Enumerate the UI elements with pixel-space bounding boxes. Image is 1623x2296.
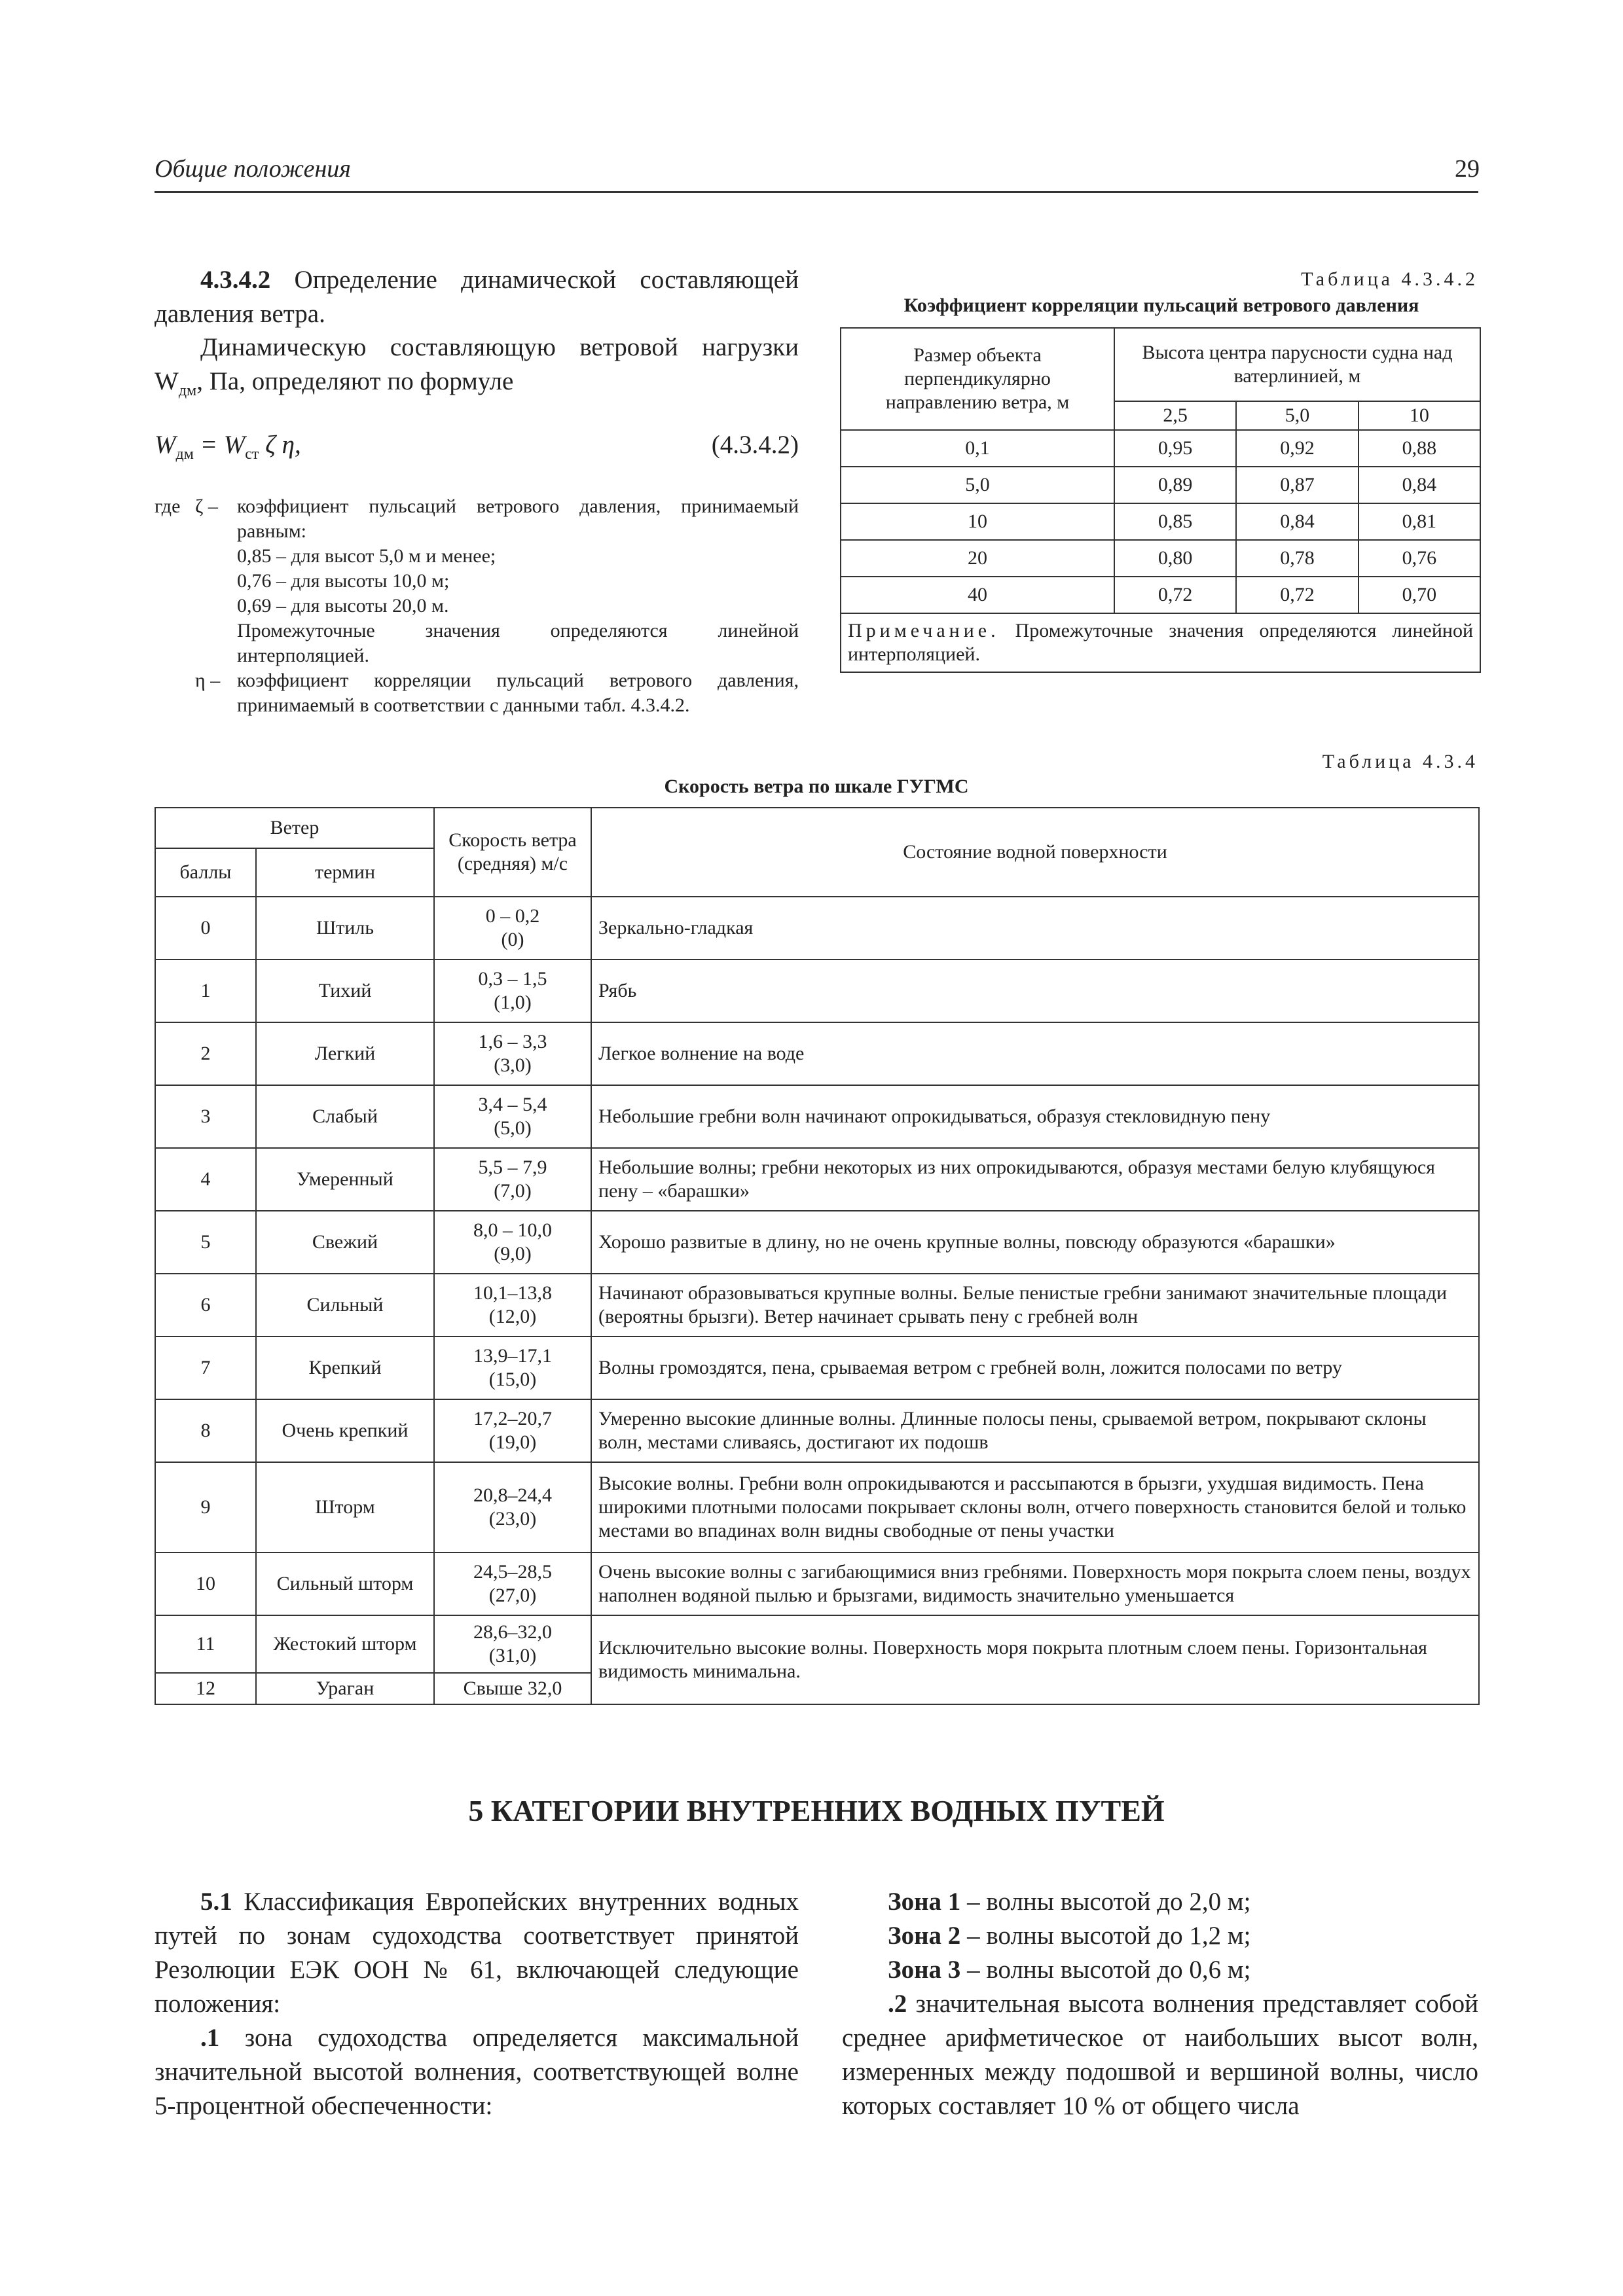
water-state-cell: Очень высокие волны с загибающимися вниз гребнями. Поверхность моря покрыта слоем пены, воздух наполнен водяной пылью и брызгами, видимость значительно уменьшается	[591, 1552, 1479, 1615]
formula-eq: = W	[193, 431, 246, 459]
table-cell: 0,88	[1359, 430, 1480, 467]
wind-speed-cell	[434, 897, 591, 960]
table-cell: 0,70	[1359, 577, 1480, 613]
paragraph-item-1	[155, 2021, 799, 2123]
wind-points-cell: 7	[155, 1336, 256, 1399]
table-row	[155, 960, 1479, 1022]
zone-line	[842, 1919, 1478, 1953]
table-header: 5,0	[1236, 401, 1358, 430]
wind-term-cell: Сильный	[256, 1274, 434, 1336]
table-header: Состояние водной поверхности	[591, 808, 1479, 897]
paragraph-number: .2	[888, 1990, 907, 2018]
water-state-cell: Хорошо развитые в длину, но не очень крупные волны, повсюду образуются «барашки»	[591, 1211, 1479, 1274]
speed-range: 8,0 – 10,0	[473, 1219, 552, 1241]
zone-label: Зона 1	[888, 1888, 961, 1916]
wind-term-cell: Штиль	[256, 897, 434, 960]
speed-average: (9,0)	[494, 1243, 532, 1265]
table-cell: 0,95	[1114, 430, 1236, 467]
zone-line	[842, 1953, 1478, 1987]
intro-text-end: , Па, определяют по формуле	[196, 367, 514, 395]
wind-term-cell: Крепкий	[256, 1336, 434, 1399]
table-cell: 10	[841, 503, 1114, 540]
table-cell: 0,84	[1236, 503, 1358, 540]
speed-range: 0 – 0,2	[485, 905, 540, 927]
table-header: Ветер	[155, 808, 434, 848]
eta-description: коэффициент корреляции пульсаций ветрового давления, принимаемый в соответствии с данными табл. 4.3.4.2.	[237, 670, 799, 716]
paragraph-number: .1	[200, 2024, 220, 2052]
wind-speed-cell	[434, 1211, 591, 1274]
speed-range: 28,6–32,0	[473, 1621, 552, 1643]
wind-speed-cell	[434, 1148, 591, 1211]
formula-lhs: W	[155, 431, 176, 459]
section-5-right-column	[842, 1885, 1478, 2123]
table-row	[155, 1085, 1479, 1148]
page-number: 29	[1455, 155, 1480, 183]
speed-average: (7,0)	[494, 1180, 532, 1202]
table-cell: 0,85	[1114, 503, 1236, 540]
speed-range: 0,3 – 1,5	[478, 968, 547, 990]
section-heading-paragraph	[155, 263, 799, 331]
table-434-title: Скорость ветра по шкале ГУГМС	[664, 776, 969, 797]
wind-points-cell: 5	[155, 1211, 256, 1274]
table-row	[841, 467, 1480, 503]
paragraph-5-1	[155, 1885, 799, 2021]
water-state-cell: Высокие волны. Гребни волн опрокидываются и рассыпаются в брызги, ухудшая видимость. Пена широкими плотными полосами покрывает склоны волн, отчего поверхность становится белой и только местами во впадинах волн видны свободные от пены участки	[591, 1462, 1479, 1552]
water-state-cell: Волны громоздятся, пена, срываемая ветром с гребней волн, ложится полосами по ветру	[591, 1336, 1479, 1399]
table-row	[841, 540, 1480, 577]
speed-range: 24,5–28,5	[473, 1561, 552, 1583]
paragraph-number: 5.1	[200, 1888, 232, 1916]
wind-term-cell: Очень крепкий	[256, 1399, 434, 1462]
wind-speed-cell	[434, 1552, 591, 1615]
formula-tail: ζ η,	[259, 431, 301, 459]
table-header: 10	[1359, 401, 1480, 430]
table-4342-label: Таблица 4.3.4.2	[1301, 268, 1478, 290]
zone-label: Зона 2	[888, 1922, 961, 1950]
table-row	[155, 1274, 1479, 1336]
running-header-title: Общие положения	[155, 155, 351, 183]
water-state-cell: Начинают образовываться крупные волны. Белые пенистые гребни занимают значительные площади (вероятны брызги). Ветер начинает срывать пену с гребней волн	[591, 1274, 1479, 1336]
zeta-definition	[155, 494, 799, 668]
speed-average: (0)	[501, 929, 524, 950]
table-cell: 0,81	[1359, 503, 1480, 540]
wind-term-cell: Жестокий шторм	[256, 1615, 434, 1673]
wind-term-cell: Шторм	[256, 1462, 434, 1552]
speed-range: 3,4 – 5,4	[478, 1094, 547, 1115]
table-note	[841, 613, 1480, 672]
speed-average: (12,0)	[488, 1306, 537, 1327]
table-cell: 0,80	[1114, 540, 1236, 577]
zeta-note: Промежуточные значения определяются линейной интерполяцией.	[237, 620, 799, 666]
intro-subscript: дм	[178, 382, 197, 399]
table-row	[155, 1211, 1479, 1274]
wind-speed-cell	[434, 1462, 591, 1552]
paragraph-text: Классификация Европейских внутренних водных путей по зонам судоходства соответствует принятой Резолюции ЕЭК ООН № 61, включающей следующие положения:	[155, 1888, 799, 2018]
intro-text: Динамическую составляющую ветровой нагрузки W	[155, 333, 799, 395]
wind-term-cell: Свежий	[256, 1211, 434, 1274]
formula-legend	[155, 494, 799, 718]
where-label: где	[155, 495, 181, 517]
wind-points-cell: 12	[155, 1673, 256, 1704]
zone-line	[842, 1885, 1478, 1919]
intro-paragraph	[155, 331, 799, 408]
zone-text: – волны высотой до 2,0 м;	[960, 1888, 1251, 1916]
wind-points-cell: 3	[155, 1085, 256, 1148]
wind-term-cell: Легкий	[256, 1022, 434, 1085]
section-number: 4.3.4.2	[200, 266, 271, 294]
formula-number: (4.3.4.2)	[711, 431, 799, 459]
water-state-cell: Небольшие волны; гребни некоторых из них опрокидываются, образуя местами белую клубящуюся пену – «барашки»	[591, 1148, 1479, 1211]
wind-points-cell: 11	[155, 1615, 256, 1673]
wind-points-cell: 1	[155, 960, 256, 1022]
wind-term-cell: Сильный шторм	[256, 1552, 434, 1615]
section-heading: Определение динамической составляющей давления ветра.	[155, 266, 799, 328]
formula-line	[155, 430, 799, 463]
zone-label: Зона 3	[888, 1956, 961, 1984]
wind-speed-cell	[434, 1022, 591, 1085]
table-cell: 0,72	[1114, 577, 1236, 613]
speed-average: (27,0)	[488, 1585, 537, 1606]
table-row	[841, 577, 1480, 613]
table-header: Размер объекта перпендикулярно направлению ветра, м	[841, 328, 1114, 430]
zeta-text	[237, 494, 799, 668]
table-cell: 0,92	[1236, 430, 1358, 467]
water-state-cell: Умеренно высокие длинные волны. Длинные полосы пены, срываемой ветром, покрывают склоны волн, местами сливаясь, достигают их подошв	[591, 1399, 1479, 1462]
speed-average: (19,0)	[488, 1431, 537, 1453]
eta-definition	[155, 668, 799, 718]
table-row	[155, 1552, 1479, 1615]
table-434	[155, 807, 1480, 1705]
table-cell: 0,84	[1359, 467, 1480, 503]
zone-text: – волны высотой до 0,6 м;	[960, 1956, 1251, 1984]
table-row	[155, 897, 1479, 960]
table-row	[155, 1148, 1479, 1211]
water-state-cell: Зеркально-гладкая	[591, 897, 1479, 960]
section-5-heading: 5 КАТЕГОРИИ ВНУТРЕННИХ ВОДНЫХ ПУТЕЙ	[468, 1794, 1165, 1827]
wind-speed-cell	[434, 1399, 591, 1462]
speed-average: (5,0)	[494, 1117, 532, 1139]
speed-range: 10,1–13,8	[473, 1282, 552, 1304]
eta-symbol: η –	[195, 670, 221, 691]
wind-points-cell: 2	[155, 1022, 256, 1085]
wind-speed-cell: Свыше 32,0	[434, 1673, 591, 1704]
table-header: 2,5	[1114, 401, 1236, 430]
table-header: термин	[256, 848, 434, 897]
speed-average: (3,0)	[494, 1054, 532, 1076]
wind-speed-cell	[434, 960, 591, 1022]
table-row	[155, 1022, 1479, 1085]
table-header: Скорость ветра (средняя) м/с	[434, 808, 591, 897]
wind-points-cell: 9	[155, 1462, 256, 1552]
wind-speed-cell	[434, 1615, 591, 1673]
wind-points-cell: 0	[155, 897, 256, 960]
table-cell: 0,87	[1236, 467, 1358, 503]
table-434-label: Таблица 4.3.4	[1322, 751, 1478, 772]
speed-range: 20,8–24,4	[473, 1484, 552, 1506]
paragraph-text: значительная высота волнения представляет собой среднее арифметическое от наибольших высот волн, измеренных между подошвой и вершиной волны, число которых составляет 10 % от общего числа	[842, 1990, 1478, 2120]
table-cell: 20	[841, 540, 1114, 577]
table-cell: 0,1	[841, 430, 1114, 467]
paragraph-item-2	[842, 1987, 1478, 2123]
speed-range: 5,5 – 7,9	[478, 1157, 547, 1178]
note-label: Примечание.	[848, 620, 1000, 641]
wind-term-cell: Слабый	[256, 1085, 434, 1148]
table-row	[841, 430, 1480, 467]
speed-average: (31,0)	[488, 1645, 537, 1666]
paragraph-text: зона судоходства определяется максимальной значительной высотой волнения, соответствующей волне 5-процентной обеспеченности:	[155, 2024, 799, 2120]
table-cell: 40	[841, 577, 1114, 613]
speed-average: (1,0)	[494, 992, 532, 1013]
wind-points-cell: 4	[155, 1148, 256, 1211]
water-state-cell: Рябь	[591, 960, 1479, 1022]
wind-term-cell: Ураган	[256, 1673, 434, 1704]
section-5-left-column	[155, 1885, 799, 2123]
speed-average: (23,0)	[488, 1508, 537, 1530]
table-row	[155, 1336, 1479, 1399]
wind-term-cell: Тихий	[256, 960, 434, 1022]
wind-speed-cell	[434, 1274, 591, 1336]
table-4342-title: Коэффициент корреляции пульсаций ветрового давления	[903, 295, 1419, 316]
table-cell: 0,89	[1114, 467, 1236, 503]
zeta-description: коэффициент пульсаций ветрового давления, принимаемый равным:	[237, 495, 799, 542]
table-header: баллы	[155, 848, 256, 897]
wind-points-cell: 6	[155, 1274, 256, 1336]
zeta-symbol: ζ –	[195, 495, 218, 517]
wind-points-cell: 10	[155, 1552, 256, 1615]
table-cell: 0,72	[1236, 577, 1358, 613]
note-text: Промежуточные значения определяются линейной интерполяцией.	[848, 620, 1473, 665]
speed-range: 13,9–17,1	[473, 1345, 552, 1367]
table-cell: 0,76	[1359, 540, 1480, 577]
water-state-cell: Исключительно высокие волны. Поверхность моря покрыта плотным слоем пены. Горизонтальная видимость минимальна.	[591, 1615, 1479, 1704]
zeta-value: 0,69 – для высоты 20,0 м.	[237, 595, 449, 617]
speed-average: (15,0)	[488, 1369, 537, 1390]
header-divider	[155, 191, 1478, 193]
table-cell: 5,0	[841, 467, 1114, 503]
table-row	[155, 1462, 1479, 1552]
water-state-cell: Небольшие гребни волн начинают опрокидываться, образуя стекловидную пену	[591, 1085, 1479, 1148]
table-row	[841, 503, 1480, 540]
table-cell: 0,78	[1236, 540, 1358, 577]
zone-text: – волны высотой до 1,2 м;	[960, 1922, 1251, 1950]
formula-lhs-sub: дм	[175, 445, 194, 463]
table-row	[155, 1615, 1479, 1673]
wind-term-cell: Умеренный	[256, 1148, 434, 1211]
formula-rhs-sub: ст	[245, 445, 259, 463]
table-row	[155, 1399, 1479, 1462]
wind-points-cell: 8	[155, 1399, 256, 1462]
speed-range: 17,2–20,7	[473, 1408, 552, 1429]
zeta-value: 0,76 – для высоты 10,0 м;	[237, 570, 450, 592]
zeta-value: 0,85 – для высот 5,0 м и менее;	[237, 545, 496, 567]
table-4342	[840, 327, 1481, 673]
wind-speed-cell	[434, 1336, 591, 1399]
water-state-cell: Легкое волнение на воде	[591, 1022, 1479, 1085]
table-header: Высота центра парусности судна над ватерлинией, м	[1114, 328, 1480, 401]
speed-range: 1,6 – 3,3	[478, 1031, 547, 1052]
wind-speed-cell	[434, 1085, 591, 1148]
